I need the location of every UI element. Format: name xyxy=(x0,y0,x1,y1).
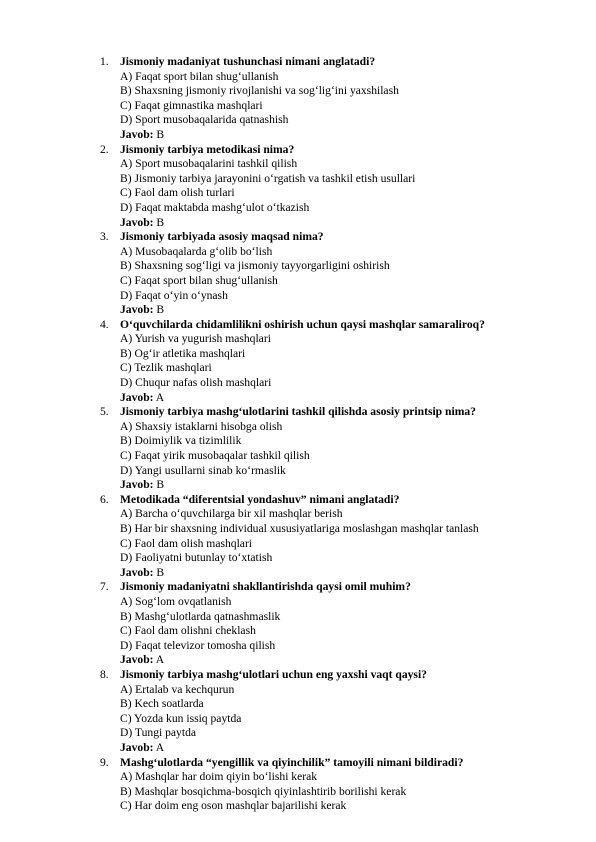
option-c: C) Yozda kun issiq paytda xyxy=(120,711,242,725)
option-b: B) Har bir shaxsning individual xususiyatlariga moslashgan mashqlar tanlash xyxy=(120,522,479,535)
option-b: B) Shaxsning sog‘ligi va jismoniy tayyorgarligini oshirish xyxy=(120,259,390,273)
question-1 xyxy=(0,55,596,143)
option-c: C) Tezlik mashqlari xyxy=(120,361,212,375)
answer-value: B xyxy=(156,215,165,229)
question-text: Metodikada “diferentsial yondashuv” nimani anglatadi? xyxy=(120,492,400,506)
answer-label: Javob: xyxy=(120,127,154,141)
option-d: D) Yangi usullarni sinab ko‘rmaslik xyxy=(120,463,286,477)
option-c: C) Faqat yirik musobaqalar tashkil qilish xyxy=(120,449,310,463)
option-b: B) Doimiylik va tizimlilik xyxy=(120,434,242,448)
option-d: D) Faoliyatni butunlay to‘xtatish xyxy=(120,551,273,565)
question-title xyxy=(0,668,596,683)
question-text: Jismoniy madaniyatni shakllantirishda qaysi omil muhim? xyxy=(120,580,411,594)
question-title xyxy=(0,493,596,508)
option-a: A) Faqat sport bilan shug‘ullanish xyxy=(120,69,279,83)
question-text: Jismoniy tarbiya metodikasi nima? xyxy=(120,142,295,156)
option-a: A) Sog‘lom ovqatlanish xyxy=(120,594,232,608)
question-number: 2. xyxy=(100,142,109,156)
question-3 xyxy=(0,230,596,318)
answer-value: B xyxy=(156,478,165,492)
answer-value: B xyxy=(156,303,165,317)
question-number: 7. xyxy=(100,580,109,594)
option-a: A) Mashqlar har doim qiyin bo‘lishi kerak xyxy=(120,770,318,784)
question-text: Jismoniy madaniyat tushunchasi nimani anglatadi? xyxy=(120,55,376,68)
option-c: C) Faol dam olishni cheklash xyxy=(120,624,256,638)
question-title xyxy=(0,318,596,333)
option-b: B) Mashqlar bosqichma-bosqich qiyinlashtirib borilishi kerak xyxy=(120,784,407,798)
answer-label: Javob: xyxy=(120,390,154,404)
question-title xyxy=(0,143,596,158)
question-text: Jismoniy tarbiya mashg‘ulotlari uchun eng yaxshi vaqt qaysi? xyxy=(120,667,427,681)
answer-line xyxy=(0,478,596,493)
option-b: B) Og‘ir atletika mashqlari xyxy=(120,346,246,360)
question-title xyxy=(0,55,596,70)
option-c: C) Faqat sport bilan shug‘ullanish xyxy=(120,273,278,287)
answer-line xyxy=(0,653,596,668)
option-a: A) Barcha o‘quvchilarga bir xil mashqlar berish xyxy=(120,507,343,521)
question-2 xyxy=(0,143,596,231)
answer-line xyxy=(0,741,596,756)
question-5 xyxy=(0,405,596,493)
option-a: A) Ertalab va kechqurun xyxy=(120,682,235,696)
answer-label: Javob: xyxy=(120,740,154,754)
option-b: B) Shaxsning jismoniy rivojlanishi va sog‘lig‘ini yaxshilash xyxy=(120,84,399,98)
answer-line xyxy=(0,303,596,318)
quiz-page xyxy=(0,55,596,814)
question-title xyxy=(0,405,596,420)
option-d: D) Faqat maktabda mashg‘ulot o‘tkazish xyxy=(120,200,310,214)
answer-value: A xyxy=(155,740,165,754)
question-text: Mashg‘ulotlarda “yengillik va qiyinchilik” tamoyili nimani bildiradi? xyxy=(120,755,464,769)
answer-label: Javob: xyxy=(120,303,154,317)
option-c: C) Faqat gimnastika mashqlari xyxy=(120,98,263,112)
option-b: B) Kech soatlarda xyxy=(120,697,204,711)
option-d: D) Faqat televizor tomosha qilish xyxy=(120,638,276,652)
question-text: Jismoniy tarbiya mashg‘ulotlarini tashkil qilishda asosiy printsip nima? xyxy=(120,405,476,419)
answer-label: Javob: xyxy=(120,215,154,229)
answer-line xyxy=(0,128,596,143)
question-4 xyxy=(0,318,596,406)
question-number: 1. xyxy=(100,55,109,68)
option-c: C) Har doim eng oson mashqlar bajarilishi kerak xyxy=(120,799,347,813)
question-title xyxy=(0,230,596,245)
question-text: O‘quvchilarda chidamlilikni oshirish uchun qaysi mashqlar samaraliroq? xyxy=(120,317,485,331)
option-d: D) Sport musobaqalarida qatnashish xyxy=(120,113,289,127)
option-d: D) Chuqur nafas olish mashqlari xyxy=(120,376,272,390)
option-a: A) Sport musobaqalarini tashkil qilish xyxy=(120,157,298,171)
answer-value: A xyxy=(155,653,165,667)
answer-line xyxy=(0,391,596,406)
question-title xyxy=(0,580,596,595)
answer-label: Javob: xyxy=(120,478,154,492)
option-a: A) Yurish va yugurish mashqlari xyxy=(120,332,271,346)
question-8 xyxy=(0,668,596,756)
option-c: C) Faol dam olish mashqlari xyxy=(120,536,253,550)
question-number: 3. xyxy=(100,230,109,244)
question-number: 6. xyxy=(100,492,109,506)
question-number: 9. xyxy=(100,755,109,769)
option-a: A) Musobaqalarda g‘olib bo‘lish xyxy=(120,244,273,258)
question-number: 8. xyxy=(100,667,109,681)
answer-label: Javob: xyxy=(120,565,154,579)
answer-value: B xyxy=(156,127,165,141)
option-b: B) Jismoniy tarbiya jarayonini o‘rgatish va tashkil etish usullari xyxy=(120,171,416,185)
question-number: 4. xyxy=(100,317,109,331)
question-number: 5. xyxy=(100,405,109,419)
option-d: D) Tungi paytda xyxy=(120,726,197,740)
question-text: Jismoniy tarbiyada asosiy maqsad nima? xyxy=(120,230,324,244)
question-6 xyxy=(0,493,596,581)
answer-line xyxy=(0,566,596,581)
answer-label: Javob: xyxy=(120,653,154,667)
answer-value: A xyxy=(155,390,165,404)
answer-line xyxy=(0,216,596,231)
question-title xyxy=(0,756,596,771)
option-c: C) Faol dam olish turlari xyxy=(120,186,235,200)
answer-value: B xyxy=(156,565,165,579)
question-7 xyxy=(0,580,596,668)
question-9 xyxy=(0,756,596,814)
option-b: B) Mashg‘ulotlarda qatnashmaslik xyxy=(120,609,281,623)
option-a: A) Shaxsiy istaklarni hisobga olish xyxy=(120,419,283,433)
option-d: D) Faqat o‘yin o‘ynash xyxy=(120,288,228,302)
